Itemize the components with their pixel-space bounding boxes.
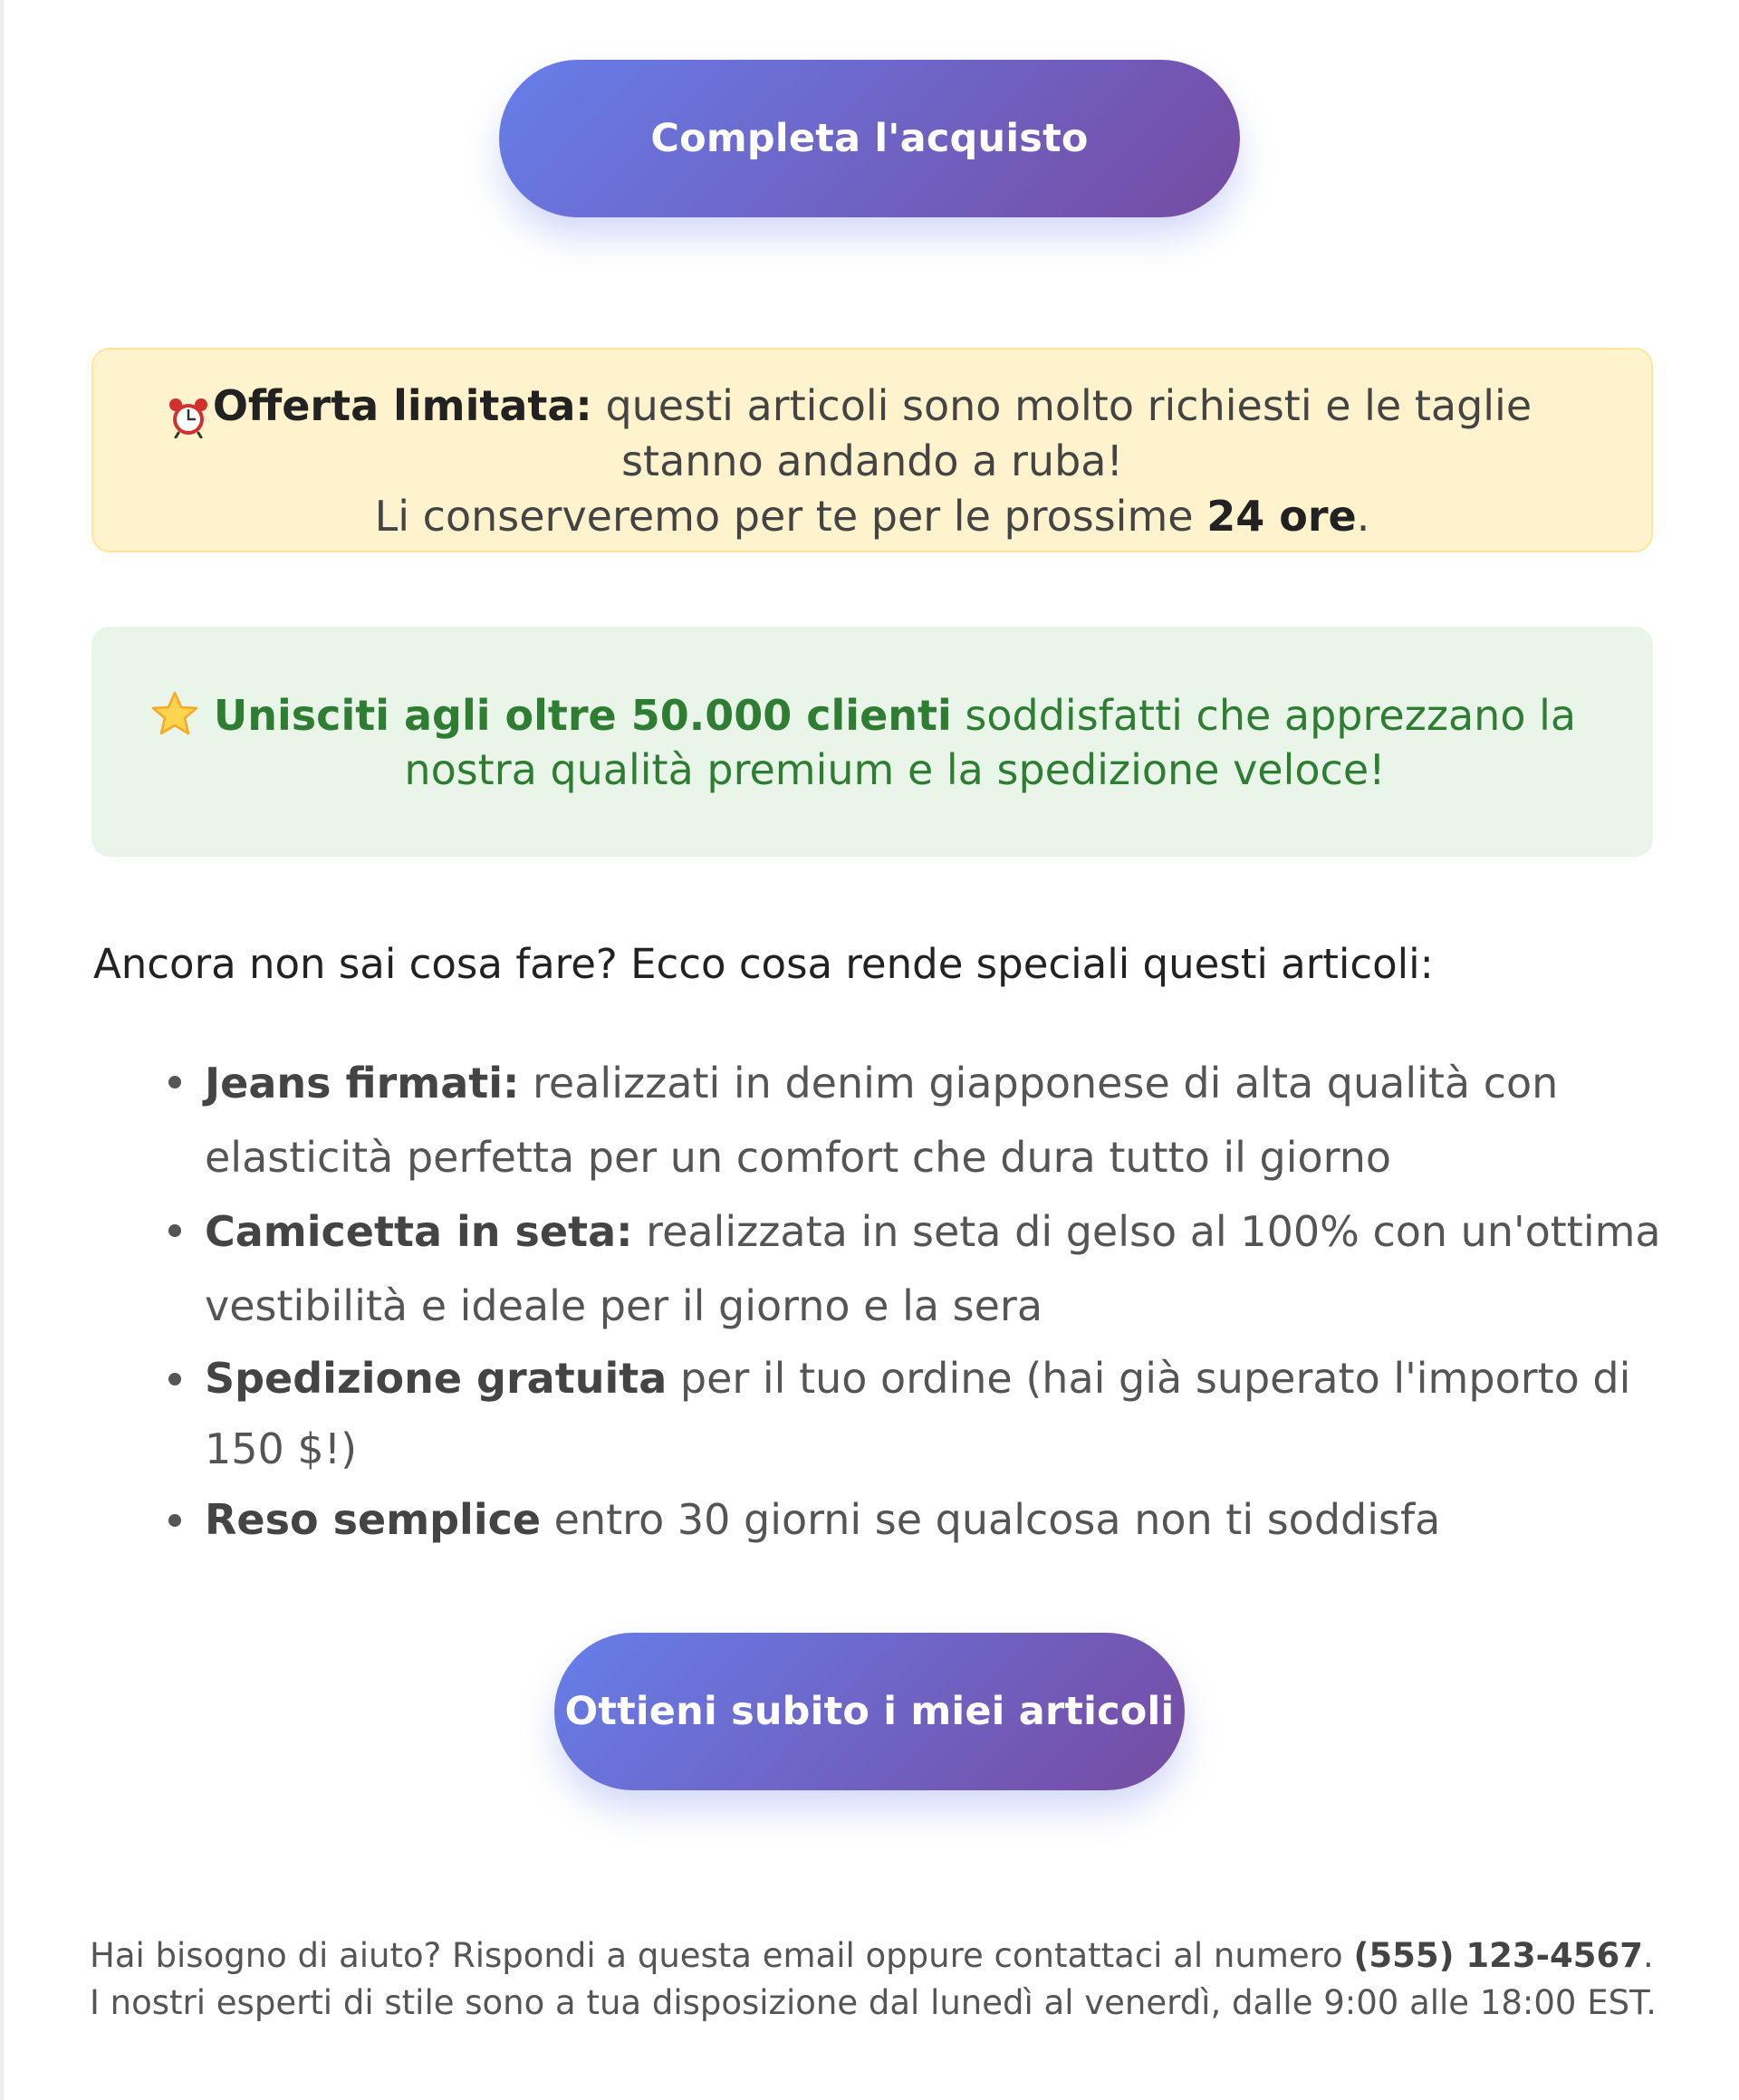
complete-purchase-button[interactable]: Completa l'acquisto [499,60,1240,217]
feature-title: Reso semplice [205,1495,542,1544]
reserve-hours: 24 ore [1206,492,1357,541]
cta-bottom-wrapper [0,1633,1739,1790]
reserve-text: Li conserveremo per te per le prossime [374,492,1207,541]
list-item [167,1343,1670,1484]
urgency-line-2 [93,489,1651,544]
bullet-icon [168,1076,181,1088]
bullet-icon [168,1373,181,1386]
social-proof-notice [91,627,1653,857]
feature-title: Camicetta in seta: [205,1207,633,1256]
customers-label: Unisciti agli oltre 50.000 clienti [213,691,952,740]
list-item [167,1046,1670,1194]
feature-title: Jeans firmati: [205,1059,520,1108]
list-item [167,1484,1670,1555]
get-items-button[interactable]: Ottieni subito i miei articoli [554,1633,1185,1790]
feature-text: entro 30 giorni se qualcosa non ti soddisfa [541,1495,1441,1544]
footer-hours-line: I nostri esperti di stile sono a tua disposizione dal lunedì al venerdì, dalle 9:00 alle 18:00 EST. [90,1983,1657,2022]
features-list [167,1046,1670,1555]
footer-help-line: Hai bisogno di aiuto? Rispondi a questa email oppure contattaci al numero [90,1936,1354,1975]
urgency-line-1 [93,379,1651,489]
footer-phone: (555) 123-4567 [1353,1936,1643,1975]
cta-top-wrapper [0,60,1739,217]
limited-offer-label: Offerta limitata: [212,381,592,430]
reserve-period: . [1356,492,1370,541]
feature-title: Spedizione gratuita [205,1354,668,1403]
social-proof-text: soddisfatti che apprezzano la nostra qualità premium e la spedizione veloce! [404,691,1577,794]
footer-help-text [90,1932,1720,2027]
bullet-icon [168,1224,181,1237]
section-heading: Ancora non sai cosa fare? Ecco cosa rende speciali questi articoli: [93,940,1434,988]
list-item [167,1194,1670,1343]
feature-text: realizzata in seta di gelso al 100% con un'ottima vestibilità e ideale per il giorno e la sera [205,1207,1661,1330]
bullet-icon [168,1514,181,1527]
star-icon [149,689,200,740]
limited-offer-notice [91,348,1653,552]
footer-period: . [1642,1936,1654,1975]
feature-text: per il tuo ordine (hai già superato l'importo di 150 $!) [205,1354,1631,1473]
feature-text: realizzati in denim giapponese di alta qualità con elasticità perfetta per un comfort che dura tutto il giorno [205,1059,1559,1182]
urgency-text: questi articoli sono molto richiesti e le taglie stanno andando a ruba! [591,381,1532,485]
alarm-clock-icon [168,397,209,438]
